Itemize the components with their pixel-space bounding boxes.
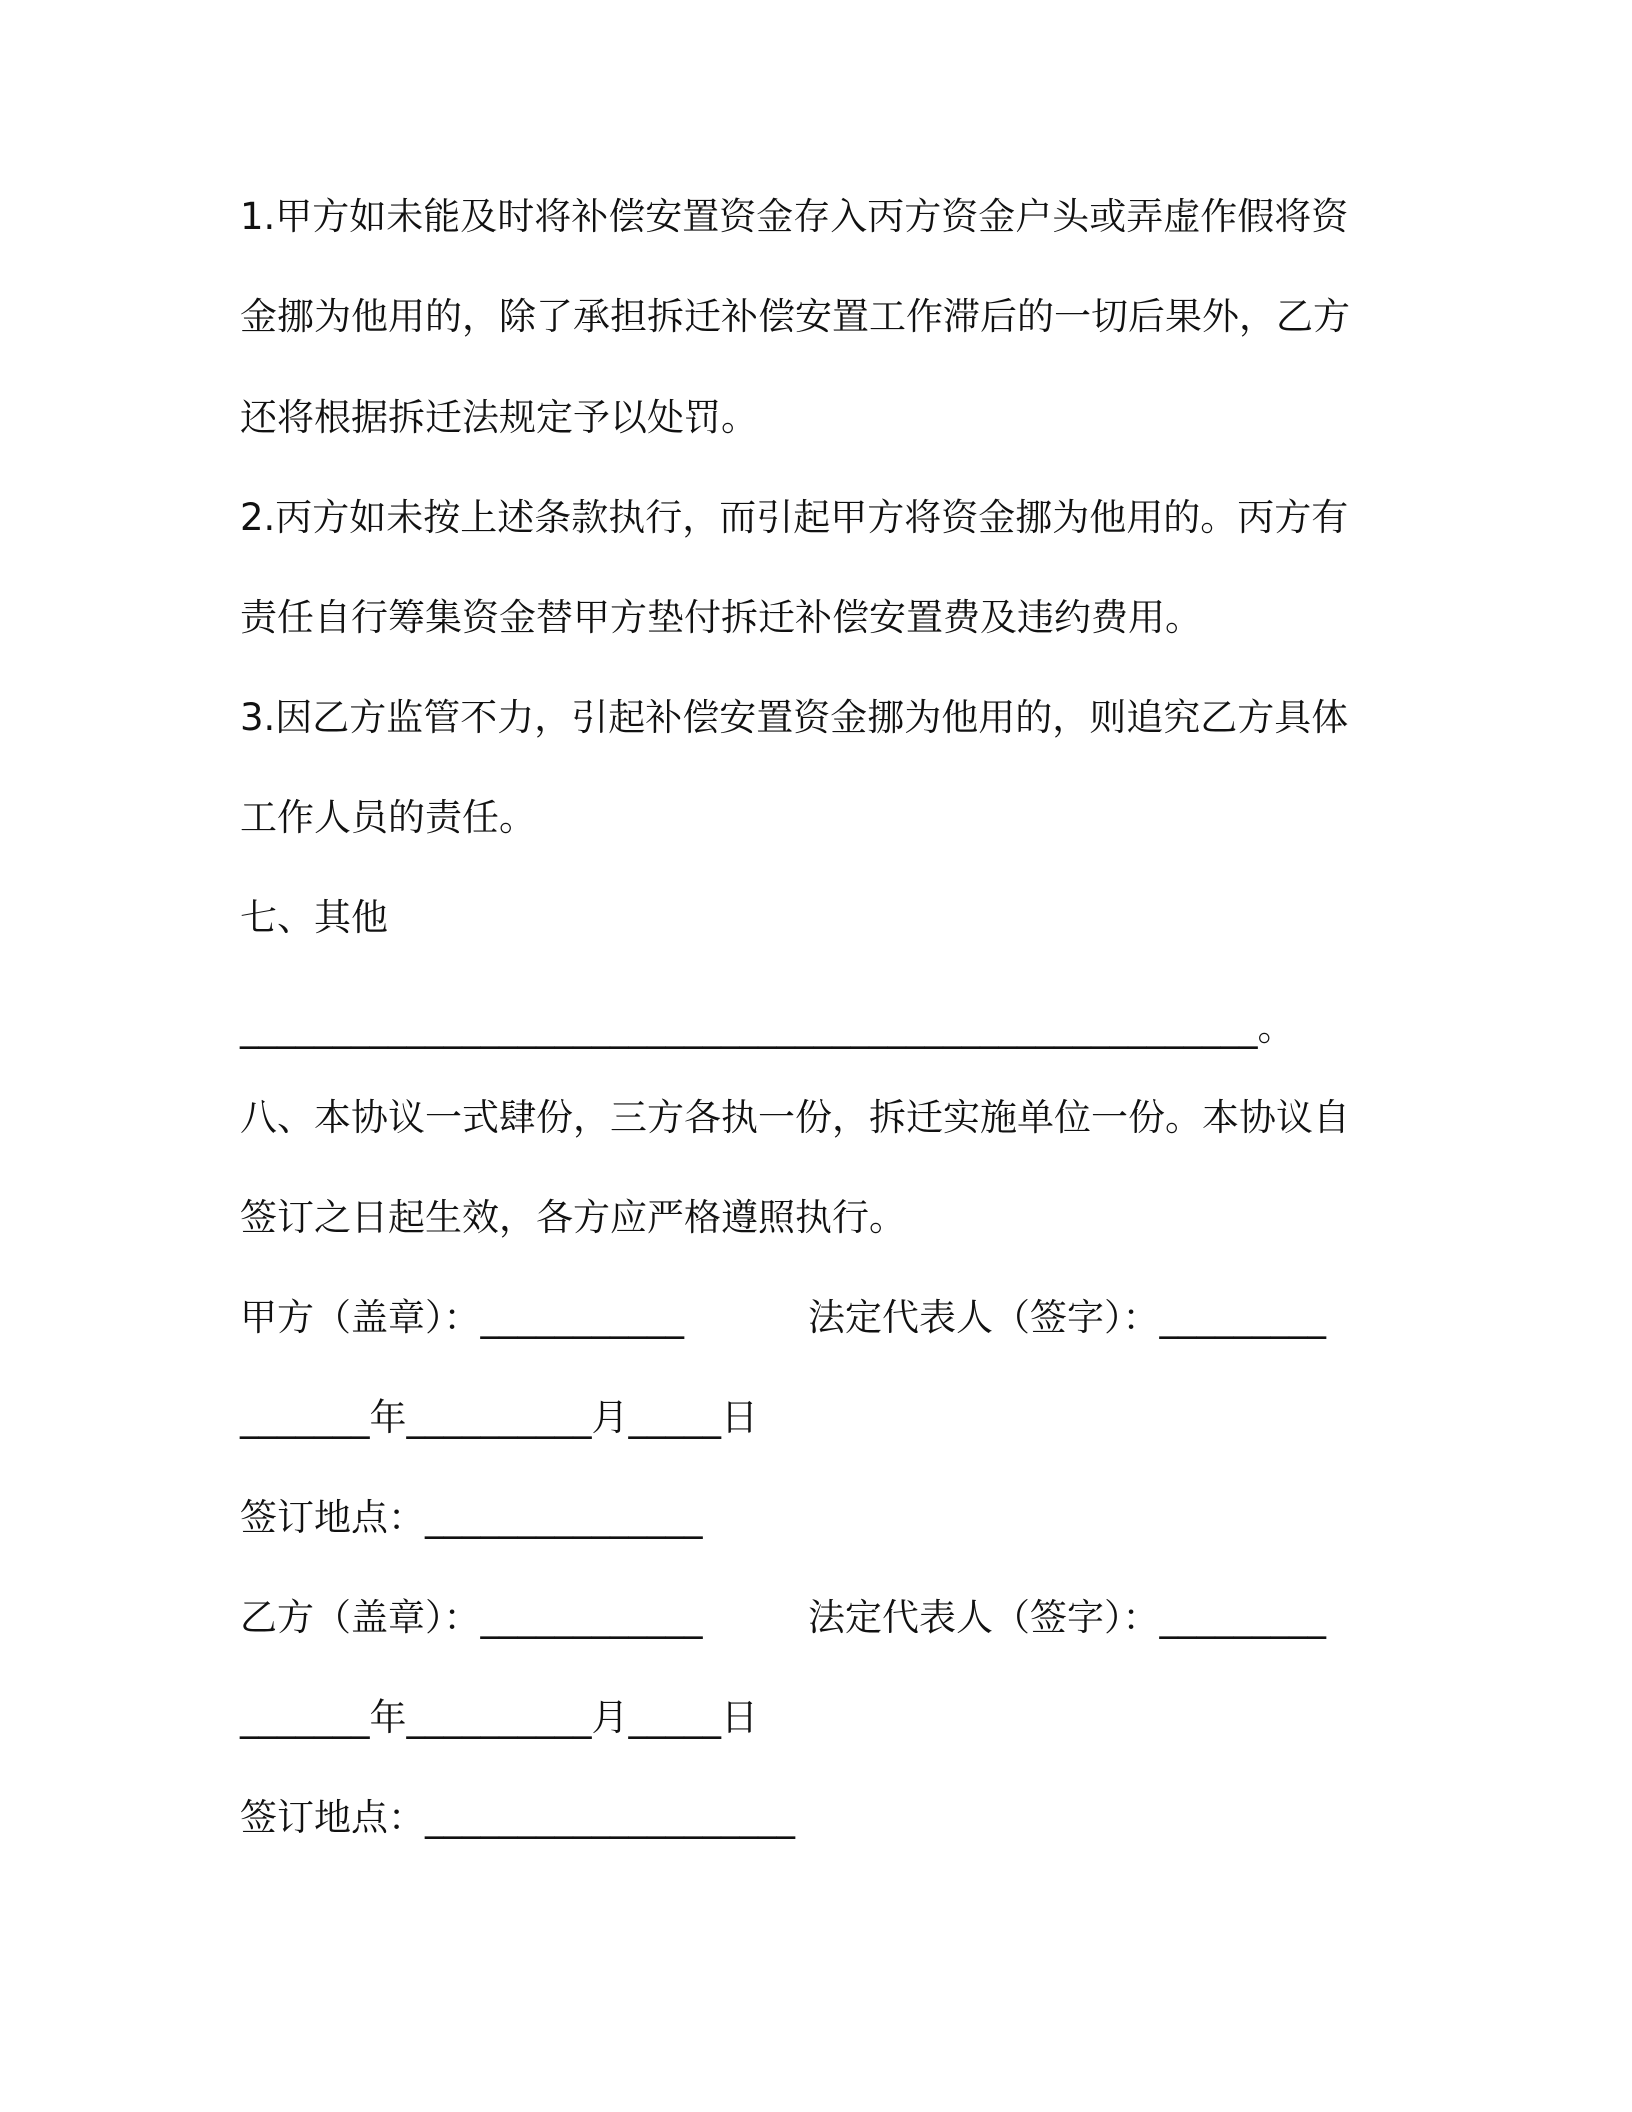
section-7-heading: 七、其他 xyxy=(240,896,388,939)
penalty-item-2-line-1: 2.丙方如未按上述条款执行，而引起甲方将资金挪为他用的。丙方有 xyxy=(240,496,1349,539)
party-b-seal: 乙方（盖章）：____________ xyxy=(240,1596,703,1639)
party-b-signing-place: 签订地点：____________________ xyxy=(240,1796,795,1839)
party-b-date: _______年__________月_____日 xyxy=(240,1696,758,1739)
party-a-representative: 法定代表人（签字）：_________ xyxy=(808,1296,1326,1339)
party-a-signing-place: 签订地点：_______________ xyxy=(240,1496,703,1539)
penalty-item-3-line-2: 工作人员的责任。 xyxy=(240,796,536,839)
penalty-item-1-line-2: 金挪为他用的，除了承担拆迁补偿安置工作滞后的一切后果外，乙方 xyxy=(240,295,1350,338)
section-7-blank-line: _______________________________________________________。 xyxy=(240,1006,1295,1049)
section-8-line-1: 八、本协议一式肆份，三方各执一份，拆迁实施单位一份。本协议自 xyxy=(240,1096,1350,1139)
penalty-item-1-line-1: 1.甲方如未能及时将补偿安置资金存入丙方资金户头或弄虚作假将资 xyxy=(240,195,1349,238)
party-b-representative: 法定代表人（签字）：_________ xyxy=(808,1596,1326,1639)
penalty-item-3-line-1: 3.因乙方监管不力，引起补偿安置资金挪为他用的，则追究乙方具体 xyxy=(240,696,1349,739)
penalty-item-2-line-2: 责任自行筹集资金替甲方垫付拆迁补偿安置费及违约费用。 xyxy=(240,596,1202,639)
penalty-item-1-line-3: 还将根据拆迁法规定予以处罚。 xyxy=(240,396,758,439)
party-a-date: _______年__________月_____日 xyxy=(240,1396,758,1439)
section-8-line-2: 签订之日起生效，各方应严格遵照执行。 xyxy=(240,1196,906,1239)
party-a-seal: 甲方（盖章）：___________ xyxy=(240,1296,684,1339)
